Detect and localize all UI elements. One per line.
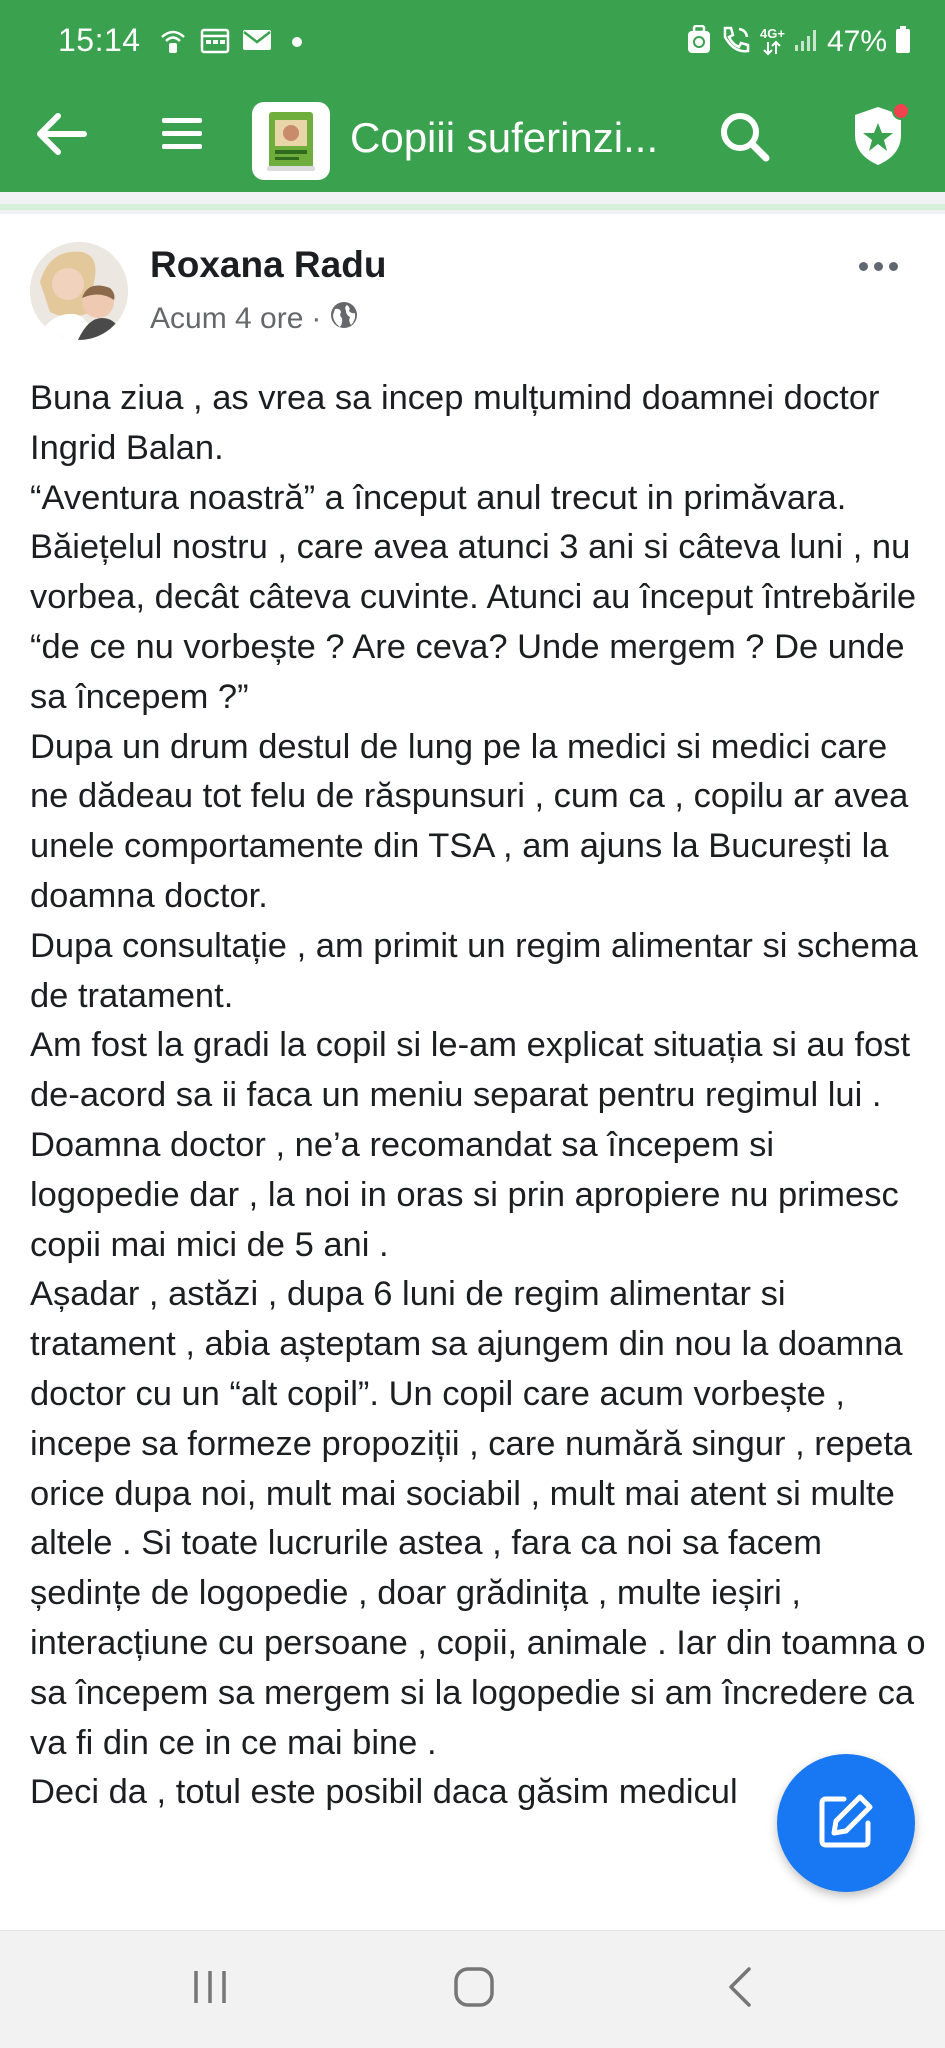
mail-icon: [242, 28, 272, 57]
post-paragraph: Buna ziua , as vrea sa incep mulțumind doamnei doctor Ingrid Balan.: [30, 379, 880, 467]
status-time: 15:14: [58, 22, 141, 58]
post-body: [30, 374, 930, 1818]
recents-icon: [188, 1967, 232, 2012]
back-button[interactable]: [28, 104, 92, 168]
signal-icon: [793, 27, 819, 58]
dot-icon: [859, 262, 868, 271]
call-icon: [720, 25, 752, 60]
back-icon: [725, 1965, 755, 2014]
dot-icon: [874, 262, 883, 271]
recycle-bag-icon: [686, 25, 712, 60]
post-paragraph: Dupa consultație , am primit un regim alimentar si schema de tratament.: [30, 926, 918, 1015]
post-paragraph: Așadar , astăzi , dupa 6 luni de regim alimentar si tratament , abia așteptam sa ajungem din nou la doamna doctor cu un “alt copil”. Un copil care acum vorbește , incepe sa formeze propoziții , care numără singur , repeta orice dupa noi, mult mai sociabil , mult mai atent si multe altele . Si toate lucrurile astea , fara ca noi sa facem ședințe de logopedie , doar grădinița , multe ieșiri , interacțiune cu persoane , copii, animale . Iar din toamna o sa începem sa mergem si la logopedie si am încredere ca va fi din ce in ce mai bine .: [30, 1275, 926, 1762]
group-thumbnail[interactable]: [252, 102, 330, 180]
notification-dot-icon: [292, 37, 302, 47]
app-bar: [0, 84, 945, 192]
calendar-icon: [200, 26, 230, 59]
battery-icon: [895, 26, 911, 59]
dot-icon: [889, 262, 898, 271]
post-meta: [150, 300, 359, 338]
back-nav-button[interactable]: [700, 1959, 780, 2019]
admin-shield-button[interactable]: [842, 100, 914, 176]
status-bar: [0, 0, 945, 84]
search-button[interactable]: [710, 104, 778, 172]
edit-icon: [814, 1789, 878, 1858]
notification-badge: [892, 102, 910, 120]
status-icons-left: [158, 22, 302, 62]
meta-separator: ·: [311, 302, 322, 335]
network-4g-icon: 4G+: [760, 28, 785, 56]
menu-icon: [160, 114, 204, 159]
post-paragraph: Am fost la gradi la copil si le-am explicat situația si au fost de-acord sa ii faca un meniu separat pentru regimul lui .: [30, 1026, 911, 1115]
avatar[interactable]: [30, 242, 128, 340]
recents-button[interactable]: [170, 1959, 250, 2019]
status-icons-right: [686, 22, 911, 62]
more-options-button[interactable]: [850, 246, 906, 286]
post-card: [0, 214, 945, 1930]
back-arrow-icon: [32, 110, 88, 163]
home-button[interactable]: [434, 1959, 514, 2019]
search-icon: [716, 108, 772, 169]
menu-button[interactable]: [150, 106, 214, 166]
post-paragraph: Deci da , totul este posibil daca găsim medicul: [30, 1773, 738, 1812]
header-separator: [0, 192, 945, 214]
home-icon: [452, 1965, 496, 2014]
post-paragraph: “Aventura noastră” a început anul trecut in primăvara. Băiețelul nostru , care avea atunci 3 ani si câteva luni , nu vorbea, decât câteva cuvinte. Atunci au început întrebările “de ce nu vorbește ? Are ceva? Unde mergem ? De unde sa începem ?”: [30, 478, 917, 716]
wifi-call-icon: [158, 25, 188, 60]
group-title[interactable]: Copiii suferinzi...: [350, 114, 659, 161]
globe-icon: [329, 300, 359, 338]
separator-line: [0, 204, 945, 210]
app-header: [0, 0, 945, 192]
compose-button[interactable]: [777, 1754, 915, 1892]
author-name[interactable]: Roxana Radu: [150, 244, 387, 285]
battery-text: 47%: [826, 25, 887, 58]
post-paragraph: Dupa un drum destul de lung pe la medici si medici care ne dădeau tot felu de răspunsuri , cum ca , copilu ar avea unele comportamente din TSA , am ajuns la București la doamna doctor.: [30, 727, 909, 915]
system-nav-bar: [0, 1930, 945, 2048]
post-paragraph: Doamna doctor , ne’a recomandat sa începem si logopedie dar , la noi in oras si prin apropiere nu primesc copii mai mici de 5 ani .: [30, 1125, 899, 1264]
post-time[interactable]: Acum 4 ore: [150, 302, 304, 335]
